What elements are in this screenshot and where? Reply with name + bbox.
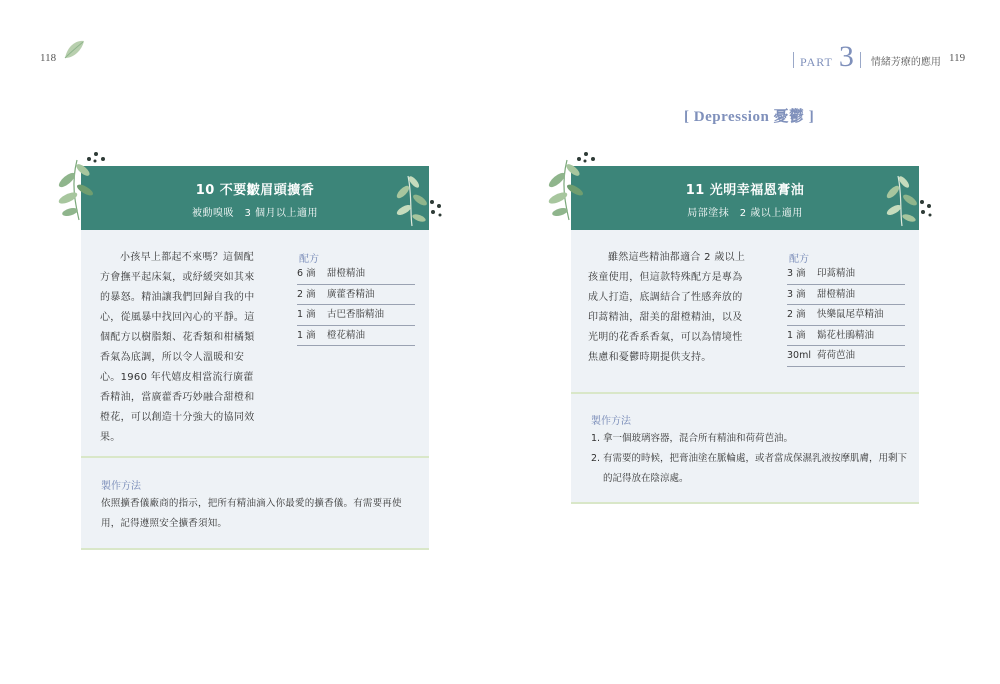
leaf-branch-icon <box>394 172 430 228</box>
recipe-subtitle: 被動嗅吸 3 個月以上適用 <box>191 208 319 219</box>
berry-dots-icon <box>428 198 444 218</box>
ingredient-row: 30ml 荷荷芭油 <box>787 346 905 367</box>
ingredient-list <box>297 264 415 346</box>
page-number-left: 118 <box>40 52 57 64</box>
method-steps <box>591 429 907 489</box>
berry-dots-icon <box>576 150 598 164</box>
ingredient-row: 2 滴 快樂鼠尾草精油 <box>787 305 905 326</box>
recipe-title: 11 光明幸福恩膏油 <box>685 183 805 198</box>
berry-dots-icon <box>918 198 934 218</box>
recipe-title: 10 不要皺眉頭擴香 <box>195 183 315 198</box>
section-divider <box>81 548 429 550</box>
recipe-description: 雖然這些精油都適合 2 歲以上孩童使用，但這款特殊配方是專為成人打造，底調結合了性感奔放的印蒿精油，甜美的甜橙精油，以及光明的花香系香氣，可以為情境性焦慮和憂鬱時期提供支持。 <box>588 252 746 363</box>
chapter-title: 情緒芳療的應用 <box>870 57 941 68</box>
ingredient-row: 1 滴 古巴香脂精油 <box>297 305 415 326</box>
ingredient-row: 3 滴 印蒿精油 <box>787 264 905 285</box>
recipe-header <box>571 166 919 230</box>
recipe-card-10 <box>81 166 429 550</box>
ingredient-row: 1 滴 鬍花杜鵑精油 <box>787 326 905 347</box>
ingredient-row: 6 滴 甜橙精油 <box>297 264 415 285</box>
recipe-card-11 <box>571 166 919 504</box>
leaf-icon <box>62 38 86 62</box>
running-header <box>793 40 941 73</box>
method-step: 1. 拿一個玻璃容器，混合所有精油和荷荷芭油。 <box>591 433 794 444</box>
part-label: PART <box>800 55 833 69</box>
method-step: 2. 有需要的時候，把膏油塗在脈輪處，或者當成保濕乳液按摩肌膚，用剩下的記得放在陰涼處。 <box>591 453 908 484</box>
part-number: 3 <box>838 40 854 73</box>
formula-title: 配方 <box>789 254 809 265</box>
recipe-description: 小孩早上都起不來嗎？這個配方會撫平起床氣，或紓緩突如其來的暴怒。精油讓我們回歸自我的中心，從風暴中找回內心的平靜。這個配方以樹脂類、花香類和柑橘類香氣為底調，所以令人溫暖和安心。1960 年代嬉皮相當流行廣藿香精油，當廣藿香巧妙融合甜橙和橙花，可以創造十分強大的協同效果。 <box>100 252 255 443</box>
method-title: 製作方法 <box>101 481 141 492</box>
method-text: 依照擴香儀廠商的指示，把所有精油滴入你最愛的擴香儀。有需要再使用，記得遵照安全擴香須知。 <box>101 498 402 529</box>
ingredient-list <box>787 264 905 367</box>
leaf-branch-icon <box>884 172 920 228</box>
formula-title: 配方 <box>299 254 319 265</box>
category-heading: [ Depression 憂鬱 ] <box>684 109 815 125</box>
section-divider <box>571 502 919 504</box>
recipe-header <box>81 166 429 230</box>
recipe-subtitle: 局部塗抹 2 歲以上適用 <box>687 208 803 219</box>
ingredient-row: 3 滴 甜橙精油 <box>787 285 905 306</box>
method-title: 製作方法 <box>591 416 631 427</box>
section-divider <box>81 456 429 458</box>
ingredient-row: 2 滴 廣藿香精油 <box>297 285 415 306</box>
section-divider <box>571 392 919 394</box>
berry-dots-icon <box>86 150 108 164</box>
ingredient-row: 1 滴 橙花精油 <box>297 326 415 347</box>
page-number-right: 119 <box>949 52 966 64</box>
